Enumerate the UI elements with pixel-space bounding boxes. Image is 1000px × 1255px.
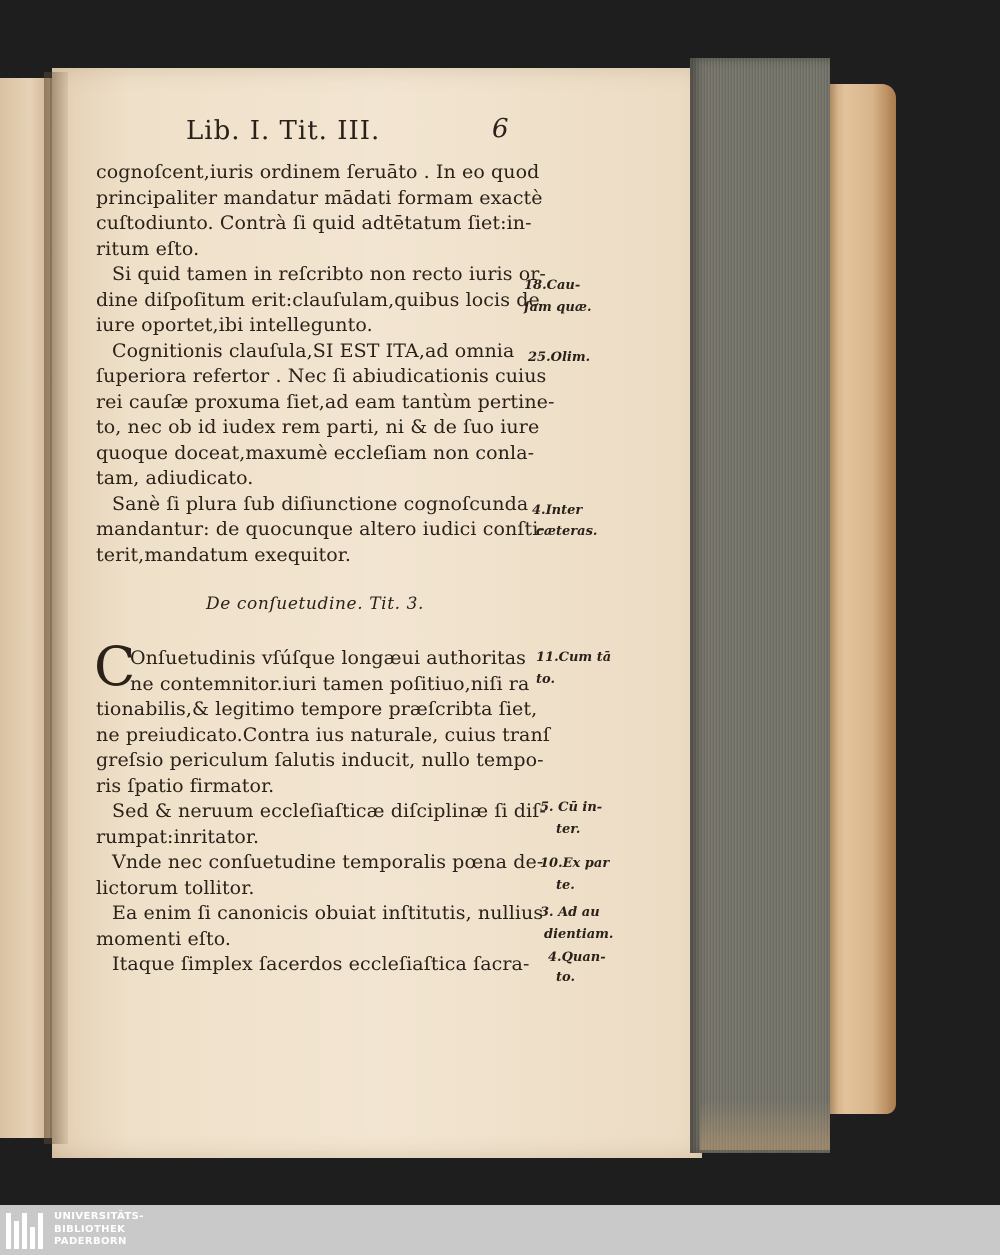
library-name-line: BIBLIOTHEK xyxy=(54,1223,126,1235)
text-line: Onſuetudinis vſúſque longæui authoritas xyxy=(130,647,527,669)
text-line: lictorum tollitor. xyxy=(96,876,255,899)
text-line: rei cauſæ proxuma ſiet,ad eam tantùm pertine- xyxy=(96,390,555,413)
margin-note: 10.Ex par xyxy=(540,856,610,871)
margin-note: ſam quæ. xyxy=(524,300,592,315)
margin-note: ter. xyxy=(556,822,581,837)
running-head-title: Lib. I. Tit. III. xyxy=(186,116,381,146)
margin-note: 11.Cum tā xyxy=(536,650,612,665)
margin-note: 4.Quan- xyxy=(548,950,606,965)
library-name xyxy=(54,1211,144,1249)
margin-note: 18.Cau- xyxy=(524,278,581,293)
margin-note: 4.Inter xyxy=(532,503,583,518)
text-line: Cognitionis clauſula,SI EST ITA,ad omnia xyxy=(112,339,515,362)
margin-note: to. xyxy=(536,672,555,687)
text-line: Sanè ſi plura ſub diſiunctione cognoſcunda xyxy=(112,492,529,515)
text-line: rumpat:inritator. xyxy=(96,825,260,848)
text-line: Vnde nec conſuetudine temporalis pœna de- xyxy=(112,851,544,873)
text-line: Sed & neruum eccleſiaſticæ diſciplinæ ſi diſ- xyxy=(112,800,546,822)
text-line: Ea enim ſi canonicis obuiat inſtitutis, nullius xyxy=(112,902,544,924)
text-line: ritum eſto. xyxy=(96,237,200,260)
text-line: ſuperiora refertor . Nec ſi abiudicationis cuius xyxy=(96,365,547,387)
library-logo-icon xyxy=(6,1211,46,1249)
text-line: tam, adiudicato. xyxy=(96,467,254,489)
text-line: ne preiudicato.Contra ius naturale, cuius tranſ xyxy=(96,723,550,746)
margin-note: to. xyxy=(556,970,575,985)
margin-note: 3. Ad au xyxy=(540,905,600,920)
drop-cap: C xyxy=(94,635,136,698)
library-footer xyxy=(0,1205,1000,1255)
text-line: tionabilis,& legitimo tempore præſcribta ſiet, xyxy=(96,698,538,720)
text-line: to, nec ob id iudex rem parti, ni & de ſuo iure xyxy=(96,416,540,438)
text-line: Itaque ſimplex ſacerdos eccleſiaſtica ſacra- xyxy=(112,953,530,975)
text-line: terit,mandatum exequitor. xyxy=(96,543,352,566)
margin-note: dientiam. xyxy=(544,927,614,942)
text-line: cuſtodiunto. Contrà ſi quid adtētatum ſiet:in- xyxy=(96,212,532,234)
text-line: mandantur: de quocunque altero iudici conſti- xyxy=(96,518,545,540)
section-heading: De conſuetudine. Tit. 3. xyxy=(206,594,425,614)
text-line: cognoſcent,iuris ordinem ſeruāto . In eo quod xyxy=(96,161,540,183)
margin-note: 5. Cū in- xyxy=(540,800,603,815)
margin-note: 25.Olim. xyxy=(528,350,591,365)
text-line: ris ſpatio firmator. xyxy=(96,774,275,797)
text-line: momenti eſto. xyxy=(96,927,232,950)
margin-note: te. xyxy=(556,878,575,893)
margin-note: cæteras. xyxy=(536,524,598,539)
text-line: dine diſpoſitum erit:clauſulam,quibus locis de xyxy=(96,288,540,311)
library-name-line: UNIVERSITÄTS- xyxy=(54,1211,144,1222)
text-line: greſsio periculum ſalutis inducit, nullo tempo- xyxy=(96,749,544,771)
page-number: 6 xyxy=(492,114,510,144)
text-line: quoque doceat,maxumè eccleſiam non conla- xyxy=(96,441,535,464)
text-line: ne contemnitor.iuri tamen poſitiuo,niſi ra xyxy=(130,672,530,695)
text-line: iure oportet,ibi intellegunto. xyxy=(96,314,373,336)
text-line: principaliter mandatur mādati formam exactè xyxy=(96,186,543,209)
library-name-line: PADERBORN xyxy=(54,1236,127,1247)
text-line: Si quid tamen in reſcribto non recto iuris or- xyxy=(112,263,546,285)
